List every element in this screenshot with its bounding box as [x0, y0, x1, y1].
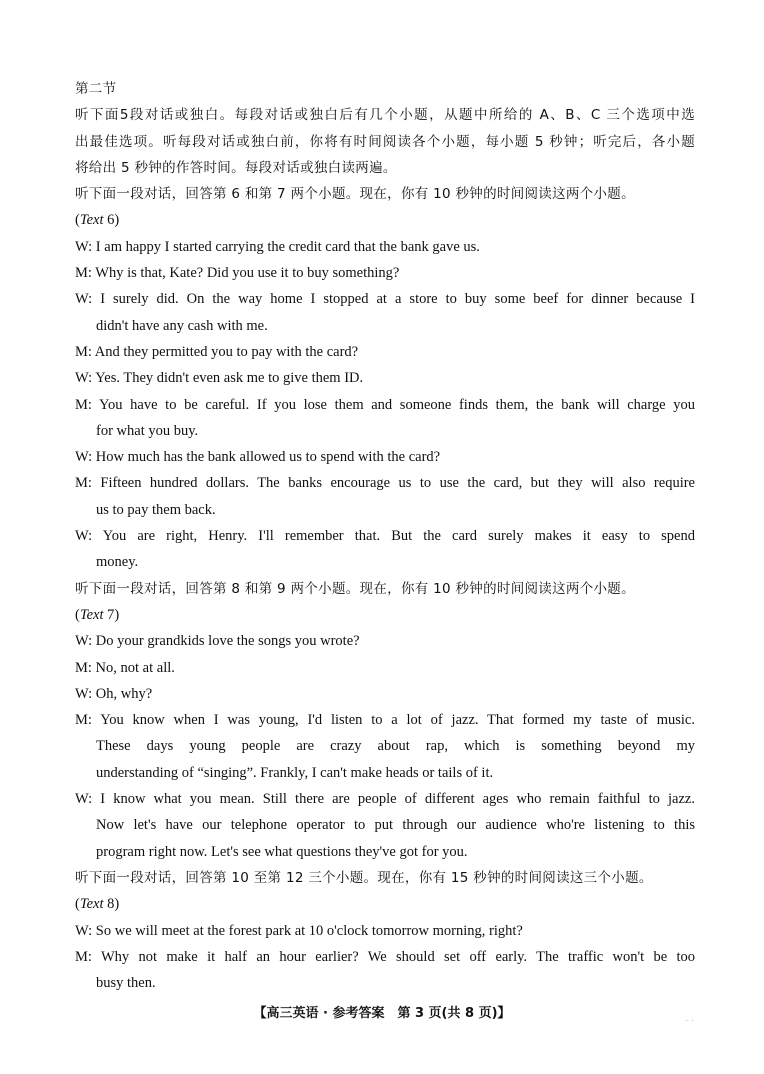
dialogue-line: M: Why is that, Kate? Did you use it to buy something? — [75, 265, 400, 282]
dialogue-line: M: You know when I was young, I'd listen to a lot of jazz. That formed my taste of music. — [75, 712, 695, 729]
prompt-text-7: 听下面一段对话，回答第 8 和第 9 两个小题。现在，你有 10 秒钟的时间阅读这两个小题。 — [75, 580, 635, 597]
dialogue-line: W: Yes. They didn't even ask me to give them ID. — [75, 370, 364, 387]
dialogue-line: W: Do your grandkids love the songs you wrote? — [75, 633, 360, 650]
dialogue-line-continued: busy then. — [96, 975, 156, 992]
prompt-text-6: 听下面一段对话，回答第 6 和第 7 两个小题。现在，你有 10 秒钟的时间阅读这两个小题。 — [75, 186, 635, 203]
dialogue-line: W: So we will meet at the forest park at 10 o'clock tomorrow morning, right? — [75, 922, 523, 939]
dialogue-line: W: I surely did. On the way home I stopped at a store to buy some beef for dinner because I — [75, 291, 695, 308]
dialogue-line: M: Fifteen hundred dollars. The banks encourage us to use the card, but they will also require — [75, 475, 695, 492]
text-8-label: (Text 8) — [75, 896, 120, 913]
text-6-label: (Text 6) — [75, 212, 120, 229]
dialogue-line: W: I am happy I started carrying the credit card that the bank gave us. — [75, 238, 480, 255]
page-content — [75, 76, 695, 996]
text-7-label: (Text 7) — [75, 606, 120, 623]
corner-mark: . . — [685, 1014, 694, 1024]
dialogue-line-continued: money. — [96, 554, 139, 571]
dialogue-line-continued: for what you buy. — [96, 422, 199, 439]
section-heading: 第二节 — [75, 81, 117, 97]
dialogue-line-continued: These days young people are crazy about rap, which is something beyond my — [96, 738, 695, 755]
dialogue-line: M: And they permitted you to pay with the card? — [75, 343, 359, 360]
instructions-line-2: 出最佳选项。听每段对话或独白前，你将有时间阅读各个小题，每小题 5 秒钟；听完后，各小题 — [75, 133, 695, 150]
dialogue-line: W: You are right, Henry. I'll remember that. But the card surely makes it easy to spend — [75, 528, 695, 545]
dialogue-line-continued: understanding of “singing”. Frankly, I can't make heads or tails of it. — [96, 764, 494, 781]
page-footer: 【高三英语 · 参考答案 第 3 页(共 8 页)】 — [253, 1006, 511, 1021]
dialogue-line: M: No, not at all. — [75, 659, 175, 676]
dialogue-line: M: Why not make it half an hour earlier? We should set off early. The traffic won't be too — [75, 948, 695, 965]
dialogue-line-continued: program right now. Let's see what questions they've got for you. — [96, 843, 468, 860]
dialogue-line-continued: Now let's have our telephone operator to put through our audience who're listening to this — [96, 817, 695, 834]
dialogue-line: W: How much has the bank allowed us to spend with the card? — [75, 449, 441, 466]
dialogue-line-continued: us to pay them back. — [96, 501, 216, 518]
dialogue-line: M: You have to be careful. If you lose them and someone finds them, the bank will charge you — [75, 396, 695, 413]
dialogue-line: W: I know what you mean. Still there are people of different ages who remain faithful to jazz. — [75, 791, 695, 808]
dialogue-line-continued: didn't have any cash with me. — [96, 317, 268, 334]
dialogue-line: W: Oh, why? — [75, 685, 153, 702]
instructions-line-3: 将给出 5 秒钟的作答时间。每段对话或独白读两遍。 — [75, 159, 397, 176]
instructions-line-1: 听下面5段对话或独白。每段对话或独白后有几个小题，从题中所给的 A、B、C 三个选项中选 — [75, 107, 695, 124]
prompt-text-8: 听下面一段对话，回答第 10 至第 12 三个小题。现在，你有 15 秒钟的时间阅读这三个小题。 — [75, 869, 653, 886]
